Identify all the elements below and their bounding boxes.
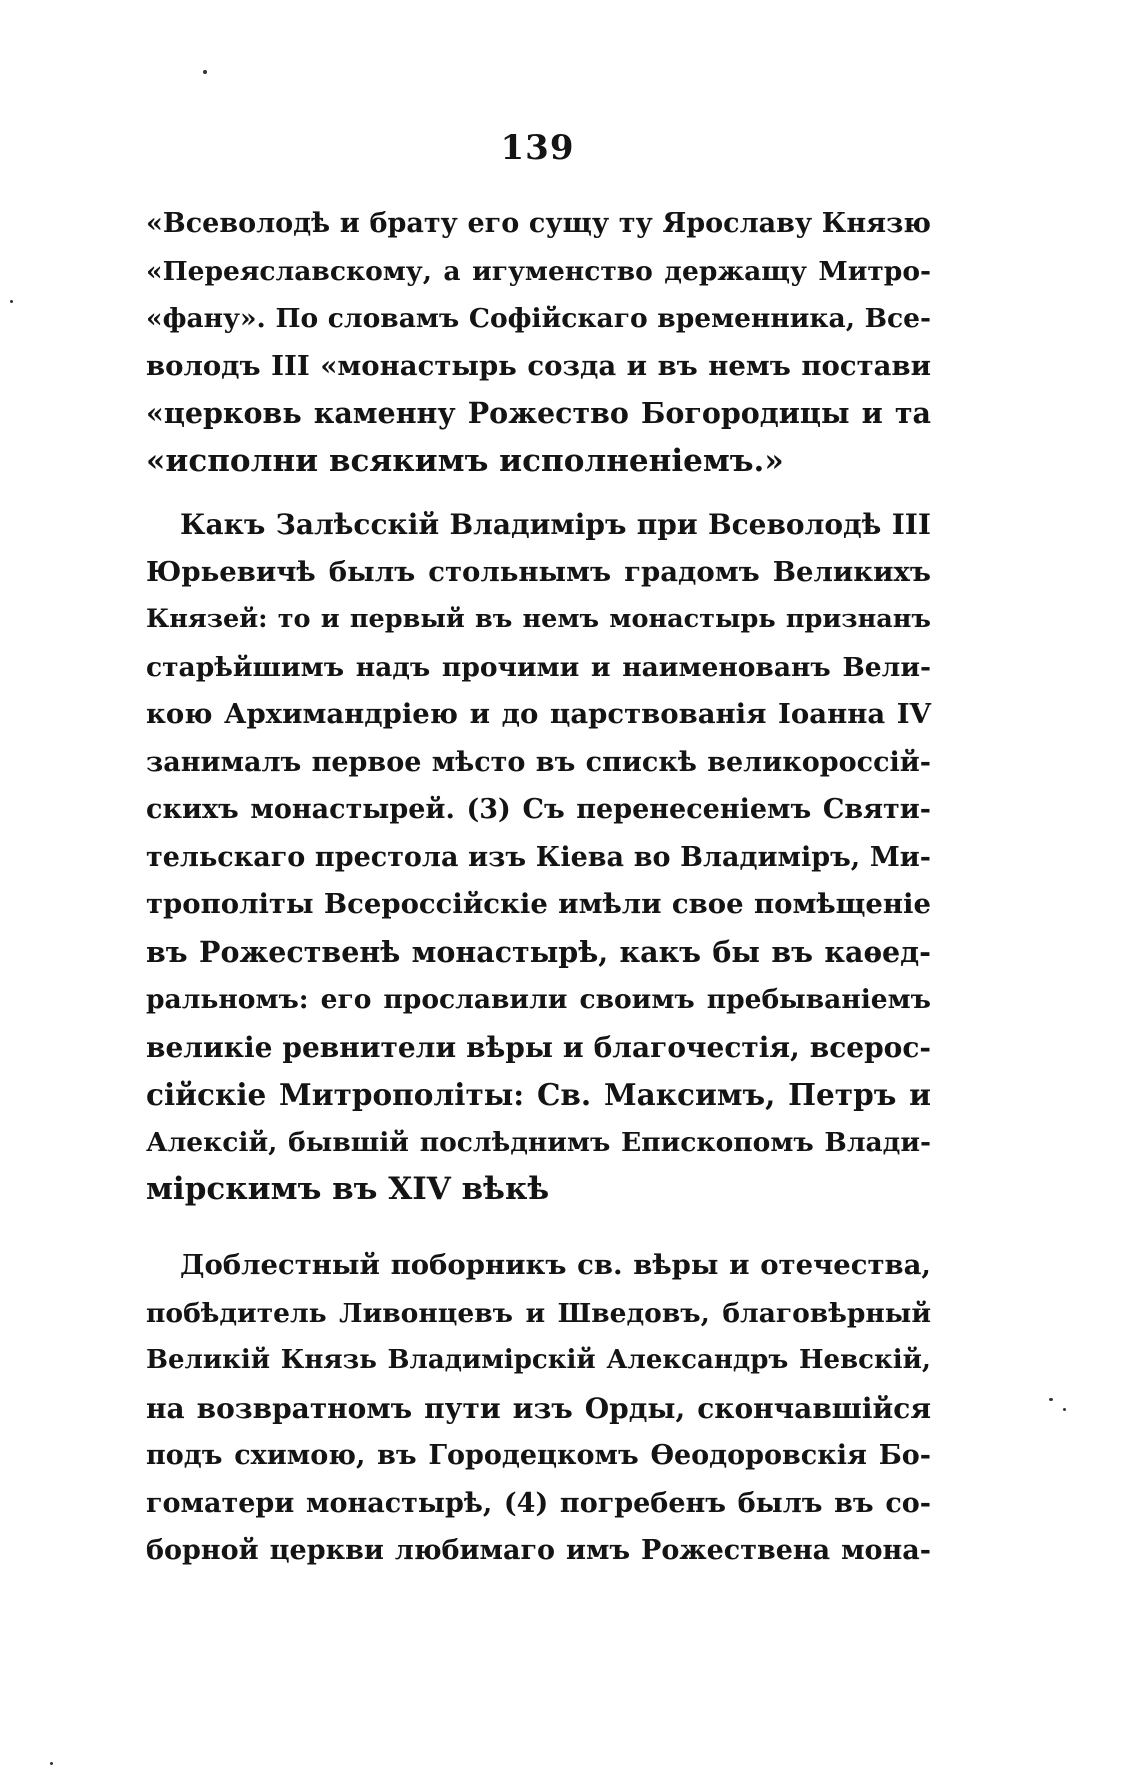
paragraph-3 [146,1242,931,1575]
text-line: мірскимъ въ XIV вѣкѣ [146,1171,550,1207]
text-line: на возвратномъ пути изъ Орды, скончавшійся [146,1391,931,1425]
text-line: скихъ монастырей. (3) Съ перенесеніемъ Святи- [146,794,931,825]
text-line: великіе ревнители вѣры и благочестія, всерос- [146,1030,931,1064]
text-line: «фану». По словамъ Софійскаго временника, Все- [146,303,931,334]
scan-speck [1049,1398,1053,1401]
text-line: побѣдитель Ливонцевъ и Шведовъ, благовѣрный [146,1297,931,1329]
text-line: старѣйшимъ надъ прочими и наименованъ Вели- [146,651,931,683]
scan-speck [203,70,207,74]
text-line: ральномъ: его прославили своимъ пребываніемъ [146,984,931,1015]
text-line: подъ схимою, въ Городецкомъ Ѳеодоровскія Бо- [146,1440,931,1471]
text-line: Князей: то и первый въ немъ монастырь признанъ [146,604,931,634]
text-line: Доблестный поборникъ св. вѣры и отечества, [180,1249,931,1281]
text-line: «исполни всякимъ исполненіемъ.» [146,442,784,479]
page-number: 139 [500,128,575,168]
text-line: «Переяславскому, а игуменство держащу Митро- [146,255,931,287]
text-line: Какъ Залѣсскій Владиміръ при Всеволодѣ III [180,508,931,541]
scan-speck [1063,1408,1066,1411]
scan-speck [50,1762,53,1765]
paragraph-2 [146,501,931,1214]
text-line: володъ III «монастырь созда и въ немъ постави [146,349,931,382]
text-line: Юрьевичѣ былъ стольнымъ градомъ Великихъ [146,555,931,588]
scan-speck [10,300,13,303]
text-line: «церковь каменну Рожество Богородицы и та [146,396,931,430]
text-line: сійскіе Митрополіты: Св. Максимъ, Петръ и [146,1077,931,1112]
text-line: гоматери монастырѣ, (4) погребенъ былъ въ со- [146,1487,931,1519]
text-line: Великій Князь Владимірскій Александръ Невскій, [146,1345,931,1375]
text-line: Алексій, бывшій послѣднимъ Епископомъ Влади- [146,1126,931,1158]
text-line: тельскаго престола изъ Кіева во Владиміръ, Ми- [146,841,931,873]
paragraph-1 [146,200,931,485]
text-line: въ Рожественѣ монастырѣ, какъ бы въ каѳед- [146,934,931,969]
text-line: «Всеволодѣ и брату его сущу ту Ярославу Князю [146,208,931,239]
text-line: трополіты Всероссійскіе имѣли свое помѣщеніе [146,888,931,920]
text-line: занималъ первое мѣсто въ спискѣ великороссій- [146,746,931,778]
text-line: кою Архимандріею и до царствованія Іоанна IV [146,698,931,730]
text-line: борной церкви любимаго имъ Рожествена мона- [146,1535,931,1566]
